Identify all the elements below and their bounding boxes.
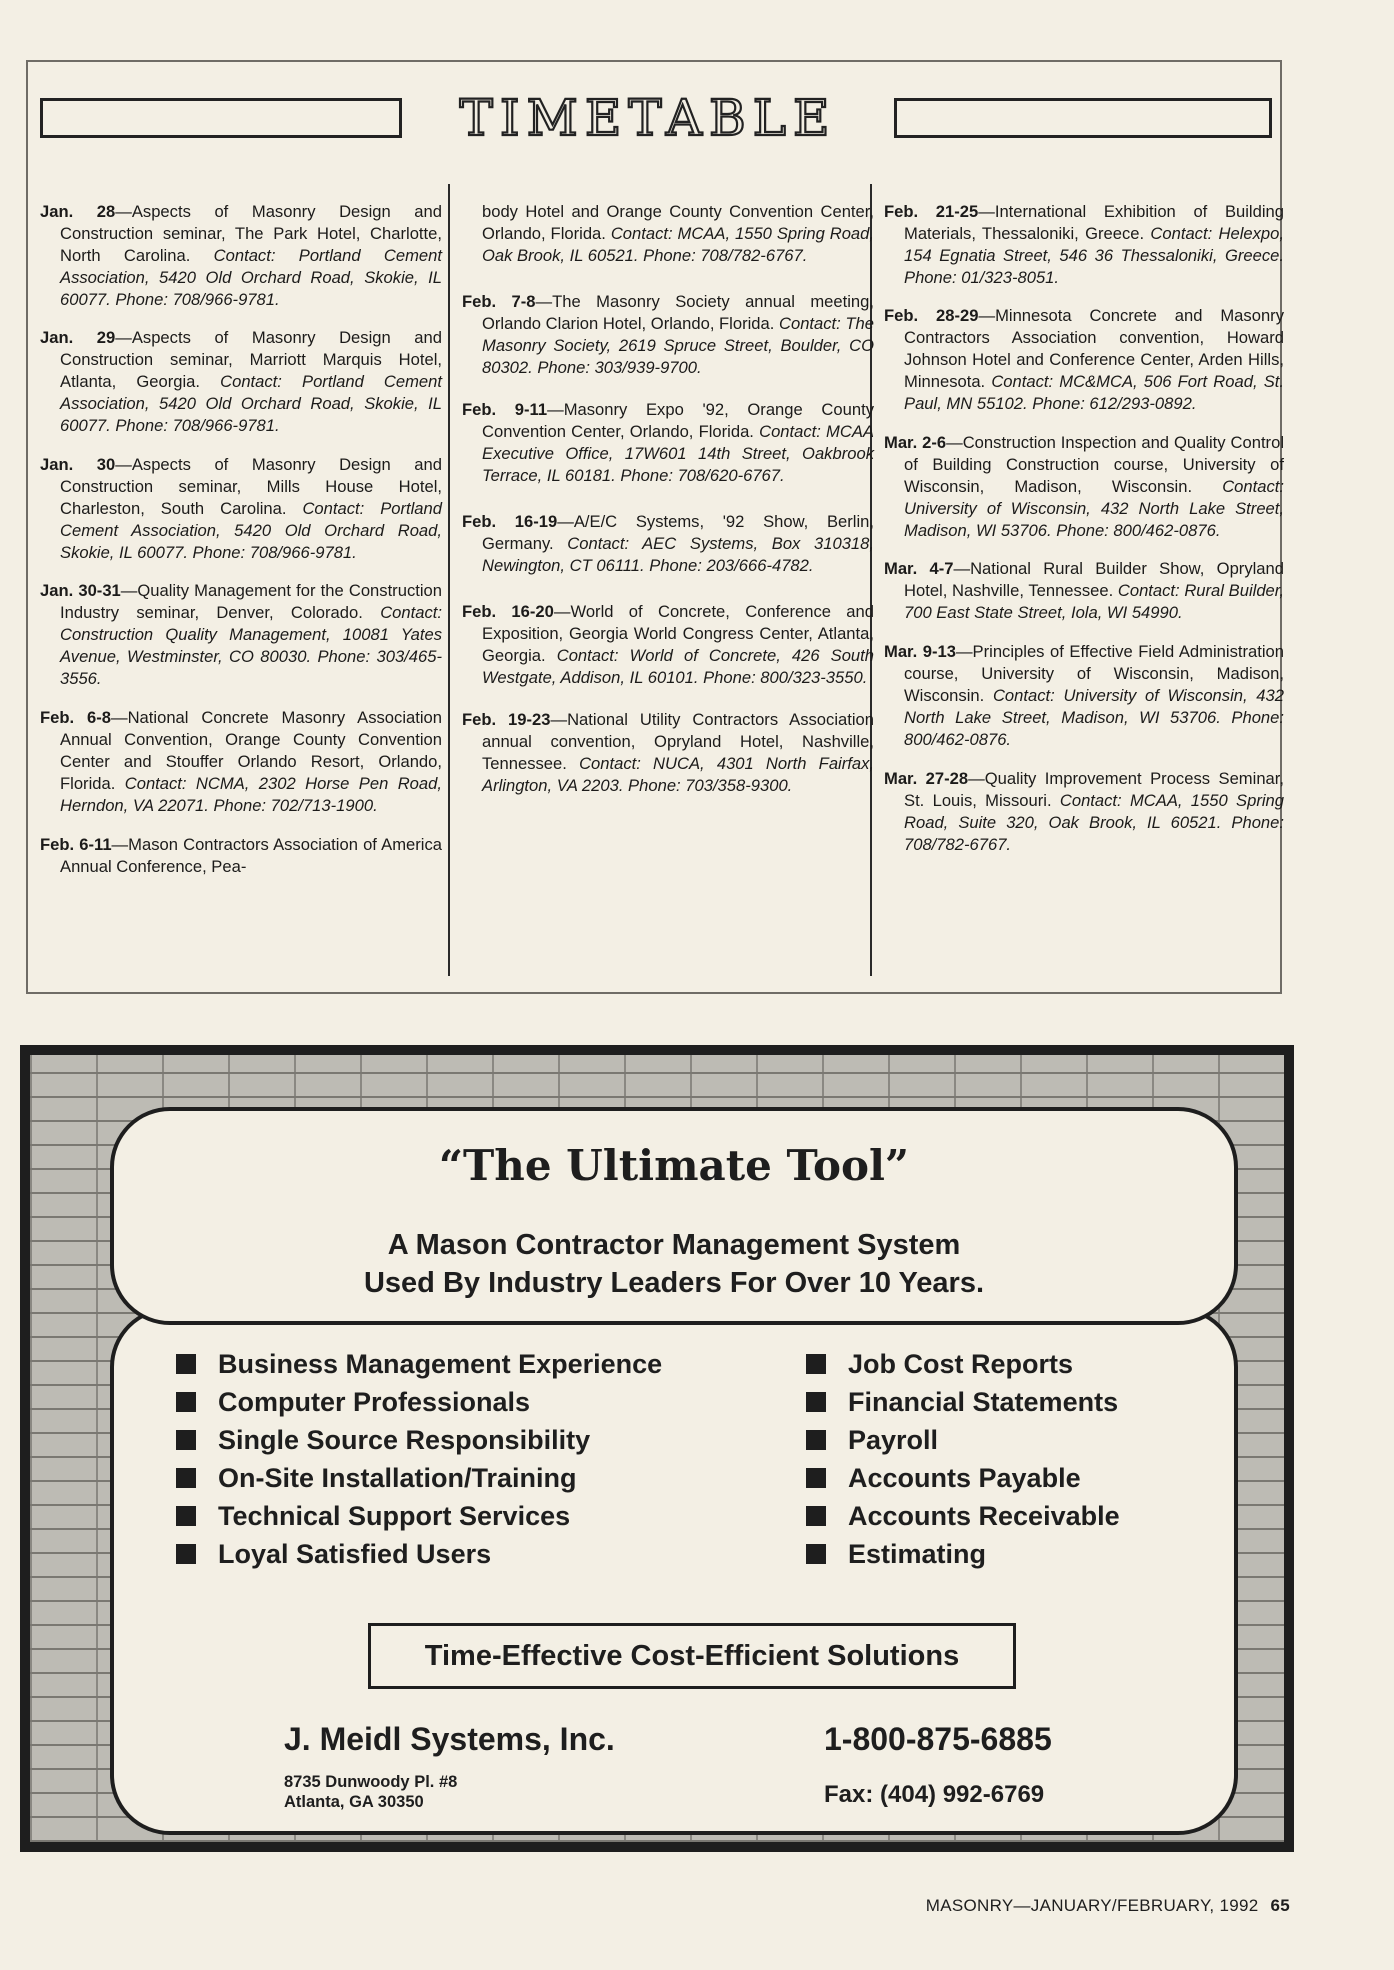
event-entry: [462, 511, 874, 577]
event-description: —International Exhibition of Building Materials, Thessaloniki, Greece.: [904, 201, 1284, 243]
event-entry: [884, 305, 1284, 415]
header-bar-right: [894, 98, 1272, 138]
event-entry: [884, 641, 1284, 751]
timetable-column-3: [884, 184, 1284, 870]
event-entry: [884, 432, 1284, 542]
event-date: Mar. 2-6: [884, 432, 947, 452]
feature-label: Accounts Payable: [848, 1463, 1081, 1493]
feature-label: Loyal Satisfied Users: [218, 1539, 492, 1569]
features-panel: [110, 1307, 1238, 1835]
event-entry: [40, 707, 442, 817]
page-footer: [926, 1896, 1290, 1916]
event-date: Mar. 9-13: [884, 641, 956, 661]
event-date: Feb. 19-23: [462, 709, 551, 729]
address-line: Atlanta, GA 30350: [284, 1793, 424, 1811]
fax-number: Fax: (404) 992-6769: [824, 1781, 1045, 1808]
event-description: body Hotel and Orange County Convention Center, Orlando, Florida.: [482, 201, 874, 243]
list-item: [176, 1421, 662, 1459]
list-item: [806, 1383, 1120, 1421]
event-entry: [40, 201, 442, 311]
square-bullet-icon: [806, 1430, 826, 1450]
event-description: —Mason Contractors Association of America Annual Conference, Pea-: [60, 834, 442, 876]
event-contact: Contact: MCAA Executive Office, 17W601 14th Street, Oakbrook Terrace, IL 60181. Phone: 708/620-6767.: [482, 421, 874, 485]
event-entry: [462, 291, 874, 379]
event-contact: Contact: Helexpo, 154 Egnatia Street, 546 36 Thessaloniki, Greece. Phone: 01/323-8051.: [904, 223, 1284, 287]
event-entry: [884, 558, 1284, 624]
list-item: [806, 1345, 1120, 1383]
event-date: Jan. 29: [40, 328, 116, 348]
square-bullet-icon: [176, 1468, 196, 1488]
event-contact: Contact: MCAA, 1550 Spring Road, Oak Brook, IL 60521. Phone: 708/782-6767.: [482, 223, 874, 265]
event-entry: [462, 399, 874, 487]
event-description: —Masonry Expo '92, Orange County Convention Center, Orlando, Florida.: [482, 399, 874, 441]
event-date: Jan. 30: [40, 454, 116, 474]
event-contact: Contact: NCMA, 2302 Horse Pen Road, Herndon, VA 22071. Phone: 702/713-1900.: [60, 773, 442, 815]
event-description: —World of Concrete, Conference and Exposition, Georgia World Congress Center, Atlanta, Georgia.: [482, 601, 874, 665]
ad-subheadline: A Mason Contractor Management System: [387, 1229, 961, 1261]
event-description: —Quality Improvement Process Seminar, St. Louis, Missouri.: [904, 768, 1284, 810]
timetable-title: TIMETABLE: [459, 89, 837, 147]
event-description: —Quality Management for the Construction Industry seminar, Denver, Colorado.: [60, 581, 442, 623]
timetable-header: [28, 89, 1280, 147]
event-date: Jan. 28: [40, 201, 116, 221]
event-entry: [884, 768, 1284, 856]
feature-label: Payroll: [848, 1425, 939, 1455]
phone-number: 1-800-875-6885: [824, 1721, 1052, 1757]
event-entry: [462, 709, 874, 797]
event-contact: Contact: Rural Builder, 700 East State Street, Iola, WI 54990.: [904, 581, 1284, 623]
event-date: Mar. 27-28: [884, 768, 969, 788]
event-contact: Contact: NUCA, 4301 North Fairfax, Arlington, VA 2203. Phone: 703/358-9300.: [482, 753, 875, 795]
ad-headline: “The Ultimate Tool”: [438, 1141, 910, 1190]
event-date: Feb. 16-20: [462, 601, 554, 621]
event-entry: [40, 454, 442, 564]
square-bullet-icon: [806, 1468, 826, 1488]
event-contact: Contact: AEC Systems, Box 310318, Newington, CT 06111. Phone: 203/666-4782.: [482, 533, 874, 575]
column-divider: [448, 184, 450, 976]
event-entry: [884, 201, 1284, 289]
address-line: 8735 Dunwoody Pl. #8: [284, 1773, 458, 1791]
timetable-column-2: [462, 184, 874, 811]
square-bullet-icon: [176, 1430, 196, 1450]
page-number: 65: [1270, 1896, 1290, 1915]
square-bullet-icon: [176, 1544, 196, 1564]
event-date: Feb. 16-19: [462, 511, 558, 531]
event-date: Feb. 7-8: [462, 291, 536, 311]
tagline-box: Time-Effective Cost-Efficient Solutions: [368, 1623, 1016, 1689]
feature-label: Computer Professionals: [218, 1387, 531, 1417]
event-description: —Aspects of Masonry Design and Construction seminar, Mills House Hotel, Charleston, South Carolina.: [60, 454, 442, 518]
timetable-section: [26, 60, 1285, 994]
feature-list-right: [806, 1345, 1120, 1573]
event-date: Feb. 9-11: [462, 399, 548, 419]
event-contact: Contact: Portland Cement Association, 5420 Old Orchard Road, Skokie, IL 60077. Phone: 708/966-9781.: [60, 245, 442, 309]
list-item: [806, 1421, 1120, 1459]
feature-label: Job Cost Reports: [848, 1349, 1074, 1379]
square-bullet-icon: [176, 1354, 196, 1374]
event-description: —Aspects of Masonry Design and Construction seminar, The Park Hotel, Charlotte, North Carolina.: [60, 201, 442, 265]
event-description: —Minnesota Concrete and Masonry Contractors Association convention, Howard Johnson Hotel and Conference Center, Arden Hills, Minnesota.: [904, 306, 1284, 392]
square-bullet-icon: [806, 1506, 826, 1526]
list-item: [176, 1383, 662, 1421]
event-description: —Construction Inspection and Quality Control of Building Construction course, University of Wisconsin, Madison, Wisconsin.: [904, 432, 1285, 496]
event-entry: [462, 601, 874, 689]
publication-line: MASONRY—JANUARY/FEBRUARY, 1992: [925, 1896, 1259, 1915]
event-description: —National Rural Builder Show, Opryland Hotel, Nashville, Tennessee.: [904, 559, 1284, 601]
square-bullet-icon: [806, 1544, 826, 1564]
event-contact: Contact: University of Wisconsin, 432 North Lake Street, Madison, WI 53706. Phone: 800/462-0876.: [904, 476, 1284, 540]
header-bar-left: [40, 98, 402, 138]
event-entry-continued: [462, 201, 874, 267]
feature-list-left: [176, 1345, 662, 1573]
event-contact: Contact: World of Concrete, 426 South Westgate, Addison, IL 60101. Phone: 800/323-3550.: [482, 645, 874, 687]
list-item: [176, 1535, 662, 1573]
advertisement: [20, 1045, 1294, 1852]
company-name: J. Meidl Systems, Inc.: [284, 1721, 615, 1757]
square-bullet-icon: [176, 1506, 196, 1526]
event-description: —The Masonry Society annual meeting, Orlando Clarion Hotel, Orlando, Florida.: [482, 291, 874, 333]
headline-panel: [110, 1107, 1238, 1325]
event-date: Feb. 6-11: [40, 834, 112, 854]
event-date: Mar. 4-7: [884, 559, 954, 579]
list-item: [176, 1345, 662, 1383]
square-bullet-icon: [806, 1354, 826, 1374]
list-item: [176, 1459, 662, 1497]
event-entry: [40, 834, 442, 878]
feature-label: On-Site Installation/Training: [218, 1463, 577, 1493]
event-contact: Contact: Portland Cement Association, 5420 Old Orchard Road, Skokie, IL 60077. Phone: 708/966-9781.: [60, 498, 442, 562]
event-contact: Contact: University of Wisconsin, 432 North Lake Street, Madison, WI 53706. Phone: 800/462-0876.: [904, 685, 1284, 749]
event-description: —Principles of Effective Field Administration course, University of Wisconsin, Madison, Wisconsin.: [904, 641, 1284, 705]
event-description: —National Concrete Masonry Association Annual Convention, Orange County Convention Center and Stouffer Orlando Resort, Orlando, Florida.: [60, 707, 442, 793]
event-description: —A/E/C Systems, '92 Show, Berlin, Germany.: [482, 511, 874, 553]
event-contact: Contact: The Masonry Society, 2619 Spruce Street, Boulder, CO 80302. Phone: 303/939-9700.: [482, 313, 874, 377]
event-contact: Contact: Construction Quality Management, 10081 Yates Avenue, Westminster, CO 80030. Phone: 303/465-3556.: [60, 603, 442, 689]
feature-label: Estimating: [848, 1539, 987, 1569]
feature-label: Business Management Experience: [218, 1349, 663, 1379]
square-bullet-icon: [176, 1392, 196, 1412]
event-date: Feb. 21-25: [884, 201, 979, 221]
list-item: [806, 1459, 1120, 1497]
timetable-column-1: [40, 184, 442, 892]
event-contact: Contact: MCAA, 1550 Spring Road, Suite 320, Oak Brook, IL 60521. Phone: 708/782-6767.: [904, 790, 1284, 854]
feature-label: Single Source Responsibility: [218, 1425, 591, 1455]
event-entry: [40, 580, 442, 690]
event-date: Feb. 28-29: [884, 306, 979, 326]
square-bullet-icon: [806, 1392, 826, 1412]
event-entry: [40, 327, 442, 437]
event-date: Feb. 6-8: [40, 707, 111, 727]
feature-label: Financial Statements: [848, 1387, 1119, 1417]
list-item: [806, 1497, 1120, 1535]
feature-label: Accounts Receivable: [848, 1501, 1120, 1531]
list-item: [806, 1535, 1120, 1573]
ad-subheadline: Used By Industry Leaders For Over 10 Years.: [363, 1267, 985, 1299]
feature-label: Technical Support Services: [218, 1501, 571, 1531]
event-description: —National Utility Contractors Association annual convention, Opryland Hotel, Nashville, Tennessee.: [482, 709, 874, 773]
list-item: [176, 1497, 662, 1535]
event-description: —Aspects of Masonry Design and Construction seminar, Marriott Marquis Hotel, Atlanta, Georgia.: [60, 328, 442, 392]
event-date: Jan. 30-31: [40, 581, 121, 601]
event-contact: Contact: MC&MCA, 506 Fort Road, St. Paul, MN 55102. Phone: 612/293-0892.: [904, 372, 1284, 414]
event-contact: Contact: Portland Cement Association, 5420 Old Orchard Road, Skokie, IL 60077. Phone: 708/966-9781.: [60, 372, 442, 436]
